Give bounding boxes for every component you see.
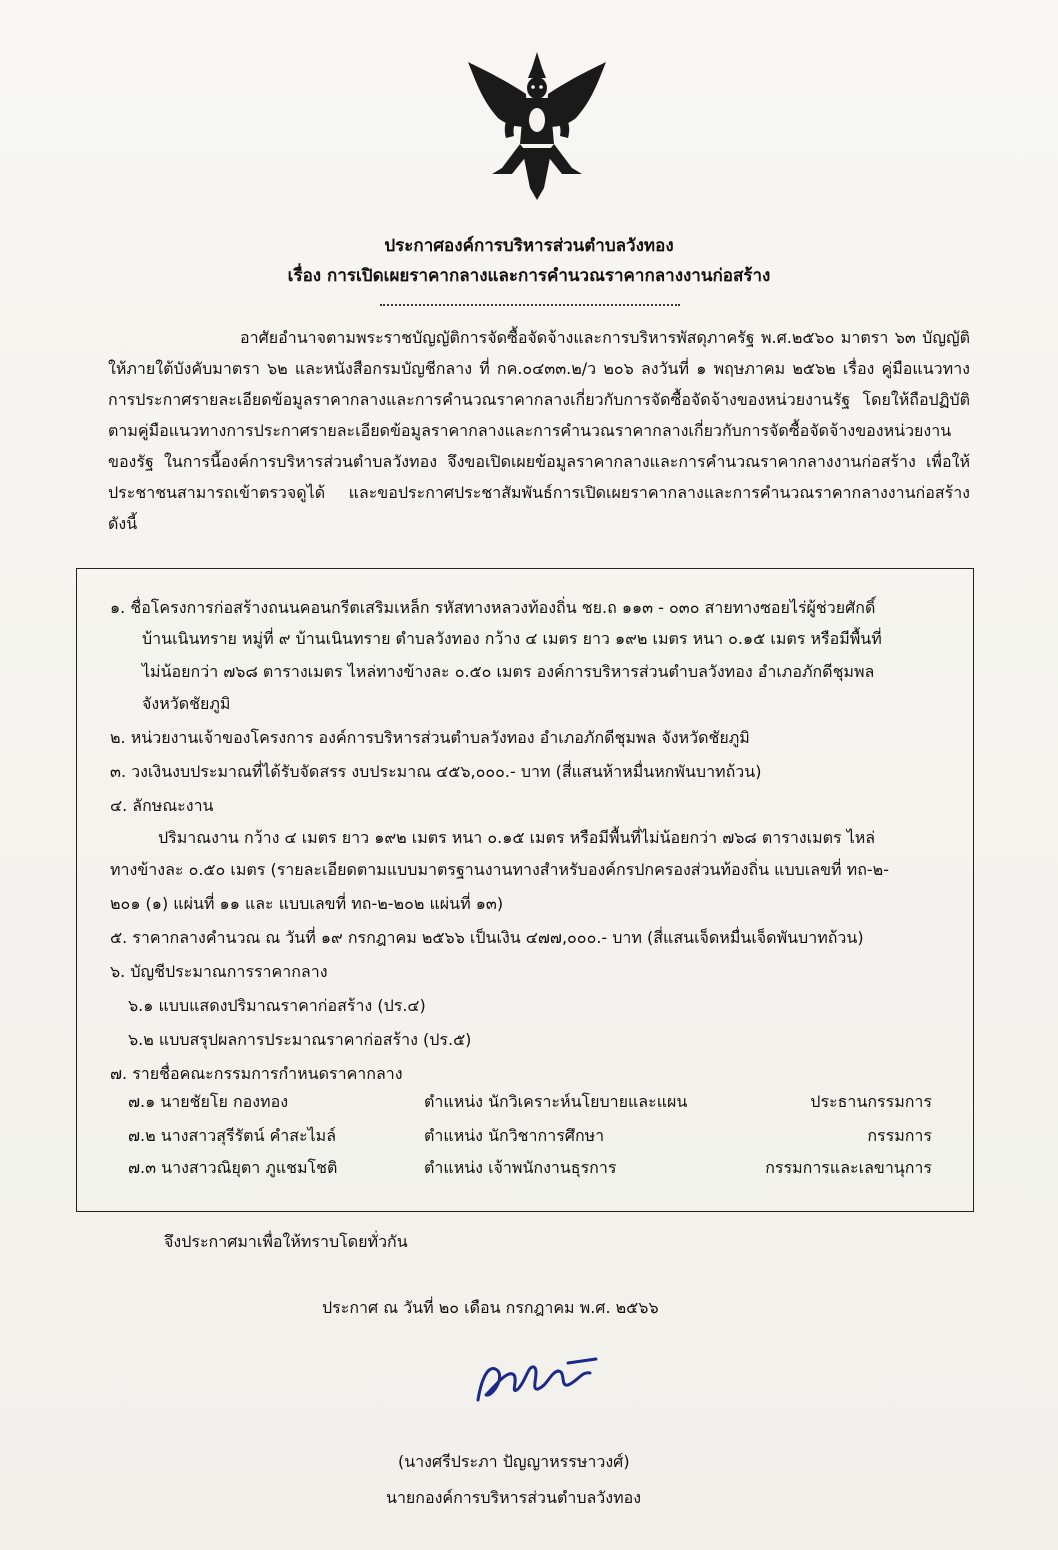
item-1-line-3: ไม่น้อยกว่า ๗๖๘ ตารางเมตร ไหล่ทางข้างละ ๐.๕๐ เมตร องค์การบริหารส่วนตำบลวังทอง อำเภอภักดีชุมพล [142,662,875,681]
garuda-emblem-icon [462,48,612,208]
page-title: ประกาศองค์การบริหารส่วนตำบลวังทอง [384,236,674,256]
subject-line: เรื่อง การเปิดเผยราคากลางและการคำนวณราคากลางงานก่อสร้าง [287,266,771,286]
item-1-line-4: จังหวัดชัยภูมิ [142,694,231,713]
intro-paragraph: อาศัยอำนาจตามพระราชบัญญัติการจัดซื้อจัดจ้างและการบริหารพัสดุภาครัฐ พ.ศ.๒๕๖๐ มาตรา ๖๓ บัญญัติให้ภายใต้บังคับมาตรา ๖๒ และหนังสือกรมบัญชีกลาง ที่ กค.๐๔๓๓.๒/ว ๒๐๖ ลงวันที่ ๑ พฤษภาคม ๒๕๖๒ เรื่อง คู่มือแนวทางการประกาศรายละเอียดข้อมูลราคากลางและการคำนวณราคากลางเกี่ยวกับการจัดซื้อจัดจ้างของหน่วยงานรัฐ โดยให้ถือปฏิบัติตามคู่มือแนวทางการประกาศรายละเอียดข้อมูลราคากลางและการคำนวณราคากลางเกี่ยวกับการจัดซื้อจัดจ้างของหน่วยงานของรัฐ ในการนี้องค์การบริหารส่วนตำบลวังทอง จึงขอเปิดเผยข้อมูลราคากลางและการคำนวณราคากลางงานก่อสร้าง เพื่อให้ประชาชนสามารถเข้าตรวจดูได้ และขอประกาศประชาสัมพันธ์การเปิดเผยราคากลางและการคำนวณราคากลางงานก่อสร้าง ดังนี้ [108,328,970,533]
committee-2-role: กรรมการ [867,1126,932,1145]
item-5: ๕. ราคากลางคำนวณ ณ วันที่ ๑๙ กรกฎาคม ๒๕๖๖ เป็นเงิน ๔๗๗,๐๐๐.- บาท (สี่แสนเจ็ดหมื่นเจ็ดพันบาทถ้วน) [110,928,864,947]
item-4: ๔. ลักษณะงาน [110,796,214,815]
signer-title: นายกองค์การบริหารส่วนตำบลวังทอง [386,1488,642,1507]
item-4-line-3: ๒๐๑ (๑) แผ่นที่ ๑๑ และ แบบเลขที่ ทถ-๒-๒๐๒ แผ่นที่ ๑๓) [110,894,504,913]
item-6: ๖. บัญชีประมาณการราคากลาง [110,962,328,981]
closing-statement: จึงประกาศมาเพื่อให้ทราบโดยทั่วกัน [164,1232,408,1251]
announcement-date: ประกาศ ณ วันที่ ๒๐ เดือน กรกฎาคม พ.ศ. ๒๕๖๖ [322,1298,659,1317]
committee-2-name: ๗.๒ นางสาวสุรีรัตน์ คำสะไมล์ [128,1126,337,1145]
item-4-line-1: ปริมาณงาน กว้าง ๔ เมตร ยาว ๑๙๒ เมตร หนา ๐.๑๕ เมตร หรือมีพื้นที่ไม่น้อยกว่า ๗๖๘ ตารางเมตร ไหล่ [158,828,876,847]
handwritten-signature [468,1345,618,1415]
item-4-line-2: ทางข้างละ ๐.๕๐ เมตร (รายละเอียดตามแบบมาตรฐานงานทางสำหรับองค์กรปกครองส่วนท้องถิ่น แบบเลขที่ ทถ-๒- [110,860,889,879]
committee-2-position: ตำแหน่ง นักวิชาการศึกษา [424,1126,605,1145]
committee-3-name: ๗.๓ นางสาวณิยุตา ภูแชมโชติ [128,1158,338,1177]
committee-1-role: ประธานกรรมการ [810,1092,932,1111]
committee-1-name: ๗.๑ นายชัยโย กองทอง [128,1092,289,1111]
item-1-line-1: ๑. ชื่อโครงการก่อสร้างถนนคอนกรีตเสริมเหล็ก รหัสทางหลวงท้องถิ่น ชย.ถ ๑๑๓ - ๐๓๐ สายทางซอยไร่ผู้ช่วยศักดิ์ [110,598,876,617]
item-6-1: ๖.๑ แบบแสดงปริมาณราคาก่อสร้าง (ปร.๔) [128,996,426,1015]
item-7: ๗. รายชื่อคณะกรรมการกำหนดราคากลาง [110,1064,403,1083]
item-3: ๓. วงเงินงบประมาณที่ได้รับจัดสรร งบประมาณ ๔๕๖,๐๐๐.- บาท (สี่แสนห้าหมื่นหกพันบาทถ้วน) [110,762,762,781]
item-6-2: ๖.๒ แบบสรุปผลการประมาณราคาก่อสร้าง (ปร.๕) [128,1030,472,1049]
committee-1-position: ตำแหน่ง นักวิเคราะห์นโยบายและแผน [424,1092,688,1111]
signer-name: (นางศรีประภา ปัญญาหรรษาวงศ์) [398,1452,630,1471]
dotted-divider [380,304,680,306]
item-1-line-2: บ้านเนินทราย หมู่ที่ ๙ บ้านเนินทราย ตำบลวังทอง กว้าง ๔ เมตร ยาว ๑๙๒ เมตร หนา ๐.๑๕ เมตร หรือมีพื้นที่ [142,629,882,648]
committee-3-position: ตำแหน่ง เจ้าพนักงานธุรการ [424,1158,617,1177]
item-2: ๒. หน่วยงานเจ้าของโครงการ องค์การบริหารส่วนตำบลวังทอง อำเภอภักดีชุมพล จังหวัดชัยภูมิ [110,728,750,747]
committee-3-role: กรรมการและเลขานุการ [765,1158,932,1177]
